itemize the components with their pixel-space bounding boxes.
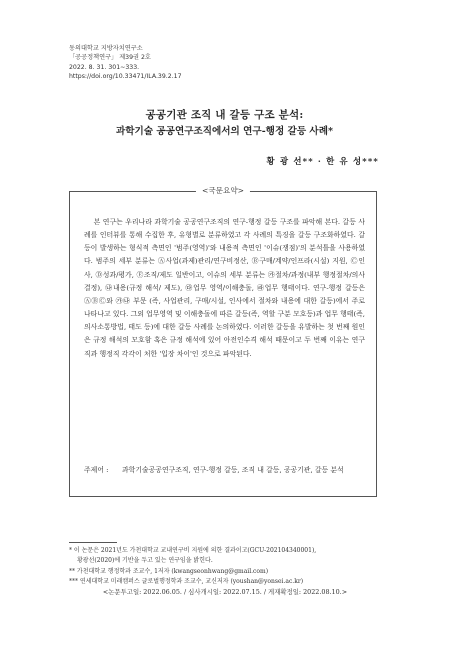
title-block <box>40 108 409 139</box>
keywords <box>84 464 365 477</box>
footnote-funding: * 이 논문은 2021년도 가천대학교 교내연구비 지원에 의한 결과이고(GCU-202104340001), <box>69 547 317 554</box>
keywords-label: 주제어 : <box>84 466 109 474</box>
footnotes <box>69 546 381 588</box>
paper-title: 공공기관 조직 내 갈등 구조 분석: <box>145 109 304 121</box>
footnote-rule <box>69 542 117 543</box>
journal-institute: 동의대학교 지방자치연구소 <box>69 45 143 52</box>
journal-issue: 「공공정책연구」 제39권 2호 <box>69 54 151 62</box>
footnote-author1: ** 가천대학교 행정학과 조교수, 1저자 (kwangseonhwang@gmail.com) <box>69 567 269 575</box>
submission-dates: <논문투고일: 2022.06.05. / 심사개시일: 2022.07.15. / 게재확정일: 2022.08.10.> <box>102 588 348 596</box>
paper-subtitle: 과학기술 공공연구조직에서의 연구-행정 갈등 사례* <box>116 126 333 137</box>
abstract-box <box>69 186 377 497</box>
abstract-label: <국문요약> <box>196 185 250 197</box>
abstract-body <box>84 216 365 361</box>
journal-pages: 2022. 8. 31. 301∼333. <box>69 63 140 71</box>
keywords-list: 과학기술공공연구조직, 연구-행정 갈등, 조직 내 갈등, 공공기관, 갈등 분석 <box>122 466 344 474</box>
footnote-funding-cont: 황광선(2020)에 기반을 두고 있는 연구임을 밝힌다. <box>77 557 213 565</box>
journal-meta <box>69 44 182 82</box>
doi-link[interactable]: https://doi.org/10.33471/ILA.39.2.17 <box>69 73 182 81</box>
footnote-author2: *** 연세대학교 미래캠퍼스 글로벌행정학과 조교수, 교신저자 (youshan@yonsei.ac.kr) <box>69 578 304 586</box>
authors: 황 광 선** · 한 유 성*** <box>266 156 379 166</box>
abstract-paragraph: 본 연구는 우리나라 과학기술 공공연구조직의 연구-행정 갈등 구조를 파악해 본다. 갈등 사례를 인터뷰를 통해 수집한 후, 유형별로 분류하였고 각 사례의 특징을 갈등 구조화하였다. 갈등이 발생하는 형식적 측면인 '범주(영역)'와 내용적 측면인 '이슈(쟁점)'의 분석틀을 사용하였다. 범주의 세부 분류는 Ⓐ사업(과제)관리/연구비정산, Ⓑ구매/계약/인프라(시설) 지원, Ⓒ인사, Ⓓ성과/평가, Ⓔ조직/제도 일반이고, 이슈의 세부 분류는 ㉮절차/과정(내부 행정절차/의사결정), ㉯내용(규정 해석/ 제도), ㉰업무 영역/이해충돌, ㉱업무 행태이다. 연구-행정 갈등은 ⒶⒷⒸ와 ㉮㉯ 부문 (즉, 사업관리, 구매/시설, 인사에서 절차와 내용에 대한 갈등)에서 주로 나타나고 있다. 그외 업무영역 및 이해충돌에 따른 갈등(즉, 역할 구분 모호등)과 업무 행태(즉, 의사소통방법, 태도 등)에 대한 갈등 사례를 논의하였다. 이러한 갈등을 유발하는 첫 번째 원인은 규정 해석의 모호함 혹은 규정 해석에 있어 아전인수격 해석 때문이고 두 번째 이유는 연구직과 행정직 각각이 처한 '입장 차이'인 것으로 파악된다. <box>84 218 365 358</box>
